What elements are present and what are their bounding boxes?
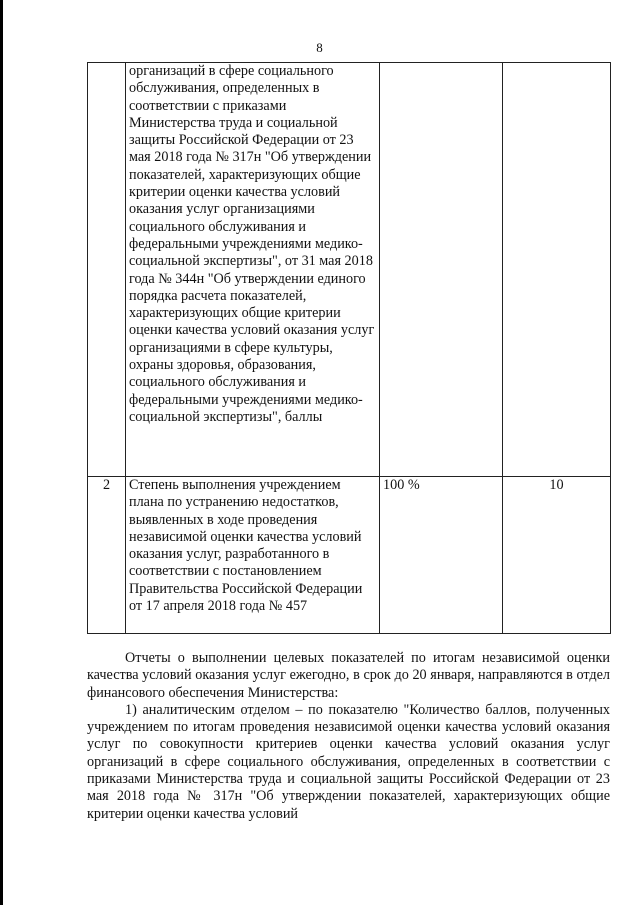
criterion-text: организаций в сфере социального обслуживания, определенных в соответствии с приказами Министерства труда и социальной защиты Российской Федерации от 23 мая 2018 года № 317н "Об утверждении показателей, характеризующих общие критерии оценки качества условий оказания услуг организациями социального обслуживания и федеральными учреждениями медико-социальной экспертизы", от 31 мая 2018 года № 344н "Об утверждении единого порядка расчета показателей, характеризующих общие критерии оценки качества условий оказания услуг организациями в сфере культуры, охраны здоровья, образования, социального обслуживания и федеральными учреждениями медико-социальной экспертизы", баллы bbox=[126, 63, 380, 477]
criterion-text: Степень выполнения учреждением плана по устранению недостатков, выявленных в ходе проведения независимой оценки качества условий оказания услуг, разработанного в соответствии с постановлением Правительства Российской Федерации от 17 апреля 2018 года № 457 bbox=[126, 477, 380, 634]
score-value: 10 bbox=[503, 477, 611, 634]
body-text bbox=[87, 650, 610, 823]
table-row bbox=[88, 63, 611, 477]
target-value bbox=[380, 63, 503, 477]
paragraph: Отчеты о выполнении целевых показателей по итогам независимой оценки качества условий оказания услуг ежегодно, в срок до 20 января, направляются в отдел финансового обеспечения Министерства: bbox=[87, 650, 610, 701]
table-row bbox=[88, 477, 611, 634]
score-value bbox=[503, 63, 611, 477]
target-value: 100 % bbox=[380, 477, 503, 634]
row-number: 2 bbox=[88, 477, 126, 634]
page-number: 8 bbox=[316, 40, 323, 55]
row-number bbox=[88, 63, 126, 477]
paragraph: 1) аналитическим отделом – по показателю "Количество баллов, полученных учреждением по итогам проведения независимой оценки качества условий оказания услуг по совокупности критериев оценки качества условий оказания услуг организаций в сфере социального обслуживания, определенных в соответствии с приказами Министерства труда и социальной защиты Российской Федерации от 23 мая 2018 года № 317н "Об утверждении показателей, характеризующих общие критерии оценки качества условий bbox=[87, 701, 610, 822]
page-left-edge bbox=[0, 0, 3, 905]
criteria-table bbox=[87, 62, 611, 634]
